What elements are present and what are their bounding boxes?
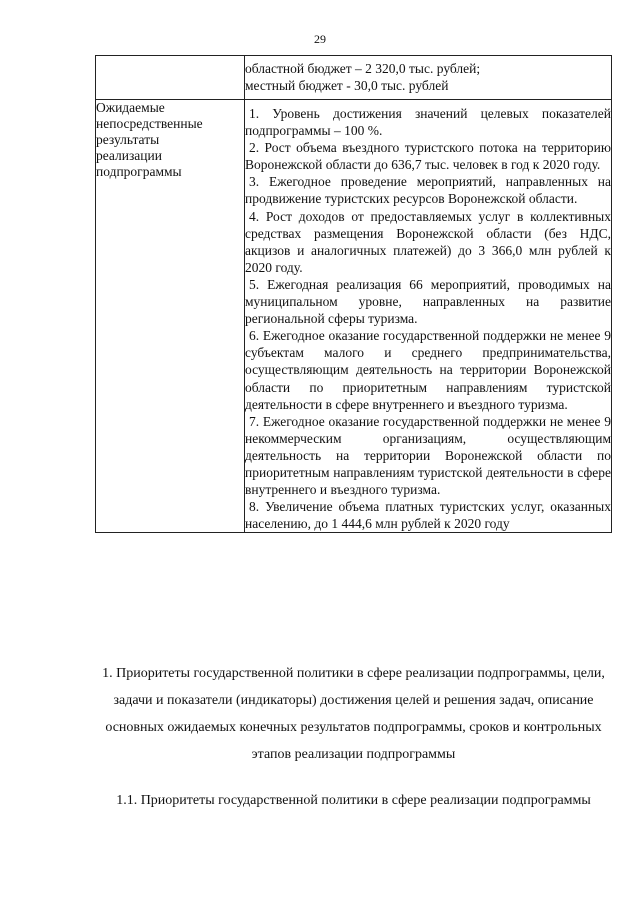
result-item-7: 7. Ежегодное оказание государственной поддержки не менее 9 некоммерческим организациям, осуществляющим деятельность на территории Воронежской области по приоритетным направлениям туристской деятельности в сфере внутреннего и въездного туризма. — [245, 413, 611, 498]
result-item-3: 3. Ежегодное проведение мероприятий, направленных на продвижение туристских ресурсов Воронежской области. — [245, 174, 611, 207]
table-cell-label-empty — [96, 56, 245, 100]
table-row-expected-results — [96, 100, 612, 533]
label-line: Ожидаемые — [96, 100, 165, 115]
table-cell-expected-results — [245, 100, 612, 533]
result-item-6: 6. Ежегодное оказание государственной поддержки не менее 9 субъектам малого и среднего предпринимательства, осуществляющим деятельность на территории Воронежской области по приоритетным направлениям туристской деятельности в сфере внутреннего и въездного туризма. — [245, 328, 611, 412]
result-item-4: 4. Рост доходов от предоставляемых услуг в коллективных средствах размещения Воронежской области (без НДС, акцизов и аналогичных платежей) до 3 366,0 млн рублей к 2020 году. — [245, 208, 611, 275]
table-row-funding — [96, 56, 612, 100]
label-line: подпрограммы — [96, 164, 182, 179]
table-cell-label-expected-results — [96, 100, 245, 533]
label-line: реализации — [96, 148, 162, 163]
regional-budget-line: областной бюджет – 2 320,0 тыс. рублей; — [245, 61, 481, 76]
local-budget-line: местный бюджет - 30,0 тыс. рублей — [245, 78, 449, 93]
label-line: непосредственные — [96, 116, 203, 131]
page-number: 29 — [314, 32, 326, 46]
result-item-1: 1. Уровень достижения значений целевых показателей подпрограммы – 100 %. — [245, 106, 611, 139]
result-item-5: 5. Ежегодная реализация 66 мероприятий, проводимых на муниципальном уровне, направленных на развитие региональной сферы туризма. — [245, 276, 611, 327]
result-item-8: 8. Увеличение объема платных туристских услуг, оказанных населению, до 1 444,6 млн рублей к 2020 году — [245, 499, 611, 532]
result-item-2: 2. Рост объема въездного туристского потока на территорию Воронежской области до 636,7 тыс. человек в год к 2020 году. — [245, 140, 611, 173]
table-cell-funding — [245, 56, 612, 100]
section-heading-priorities: 1. Приоритеты государственной политики в сфере реализации подпрограммы, цели, задачи и показатели (индикаторы) достижения целей и решения задач, описание основных ожидаемых конечных результатов подпрограммы, сроков и контрольных этапов реализации подпрограммы — [102, 666, 605, 762]
subsection-heading-priorities: 1.1. Приоритеты государственной политики в сфере реализации подпрограммы — [116, 793, 591, 808]
subprogram-passport-table — [95, 55, 612, 533]
label-line: результаты — [96, 132, 160, 147]
